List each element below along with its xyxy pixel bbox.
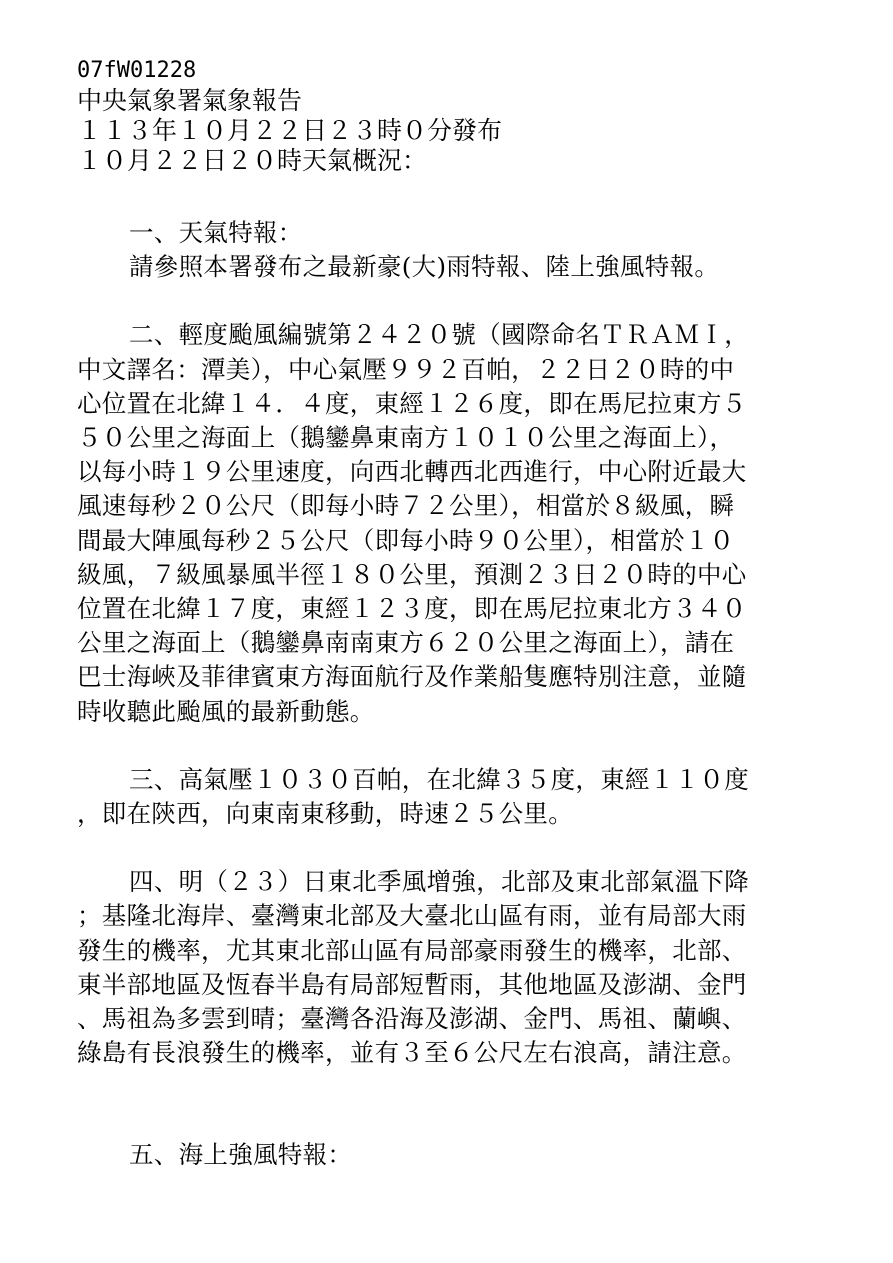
section-weather-advisory <box>77 216 817 284</box>
paragraph-line: 風速每秒２０公尺（即每小時７２公里），相當於８級風，瞬 <box>77 491 735 521</box>
paragraph-line: 級風，７級風暴風半徑１８０公里，預測２３日２０時的中心 <box>77 559 747 589</box>
section-heading: 一、天氣特報： <box>129 218 303 247</box>
issue-time: １１３年１０月２２日２３時０分發布 <box>77 116 503 145</box>
paragraph-line: 綠島有長浪發生的機率，並有３至６公尺左右浪高，請注意。 <box>77 1038 747 1068</box>
paragraph-line: ，即在陝西，向東南東移動，時速２５公里。 <box>77 799 573 829</box>
paragraph-line: 公里之海面上（鵝鑾鼻南南東方６２０公里之海面上），請在 <box>77 628 735 658</box>
agency-title: 中央氣象署氣象報告 <box>77 86 303 115</box>
paragraph-line: 位置在北緯１７度，東經１２３度，即在馬尼拉東北方３４０ <box>77 594 747 624</box>
paragraph-line: ；基隆北海岸、臺灣東北部及大臺北山區有雨，並有局部大雨 <box>77 901 747 931</box>
section-marine-wind-advisory <box>77 1138 817 1172</box>
paragraph-line: ５０公里之海面上（鵝鑾鼻東南方１０１０公里之海面上）， <box>77 423 735 453</box>
paragraph-line: 心位置在北緯１４．４度，東經１２６度，即在馬尼拉東方５ <box>77 388 747 418</box>
section-forecast <box>77 865 817 1070</box>
weather-report-document <box>77 56 817 1173</box>
paragraph-line: 巴士海峽及菲律賓東方海面航行及作業船隻應特別注意，並隨 <box>77 662 747 692</box>
paragraph-line: 請參照本署發布之最新豪(大)雨特報、陸上強風特報。 <box>129 252 720 282</box>
paragraph-line: 間最大陣風每秒２５公尺（即每小時９０公里），相當於１０ <box>77 525 735 555</box>
overview-heading: １０月２２日２０時天氣概況： <box>77 146 428 175</box>
paragraph-line: 發生的機率，尤其東北部山區有局部豪雨發生的機率，北部、 <box>77 935 747 965</box>
section-typhoon <box>77 318 817 728</box>
paragraph-line: 二、輕度颱風編號第２４２０號（國際命名ＴＲＡＭＩ， <box>129 320 749 350</box>
section-heading: 五、海上強風特報： <box>129 1140 353 1170</box>
paragraph-line: 時收聽此颱風的最新動態。 <box>77 696 375 726</box>
paragraph-line: 以每小時１９公里速度，向西北轉西北西進行，中心附近最大 <box>77 457 747 487</box>
paragraph-line: 東半部地區及恆春半島有局部短暫雨，其他地區及澎湖、金門 <box>77 969 747 999</box>
paragraph-line: 三、高氣壓１０３０百帕，在北緯３５度，東經１１０度 <box>129 764 749 794</box>
paragraph-line: 四、明（２３）日東北季風增強，北部及東北部氣溫下降 <box>129 867 749 897</box>
section-high-pressure <box>77 763 817 831</box>
paragraph-line: 、馬祖為多雲到晴；臺灣各沿海及澎湖、金門、馬祖、蘭嶼、 <box>77 1004 747 1034</box>
document-code: 07fW01228 <box>77 58 197 83</box>
paragraph-line: 中文譯名：潭美），中心氣壓９９２百帕，２２日２０時的中 <box>77 354 735 384</box>
